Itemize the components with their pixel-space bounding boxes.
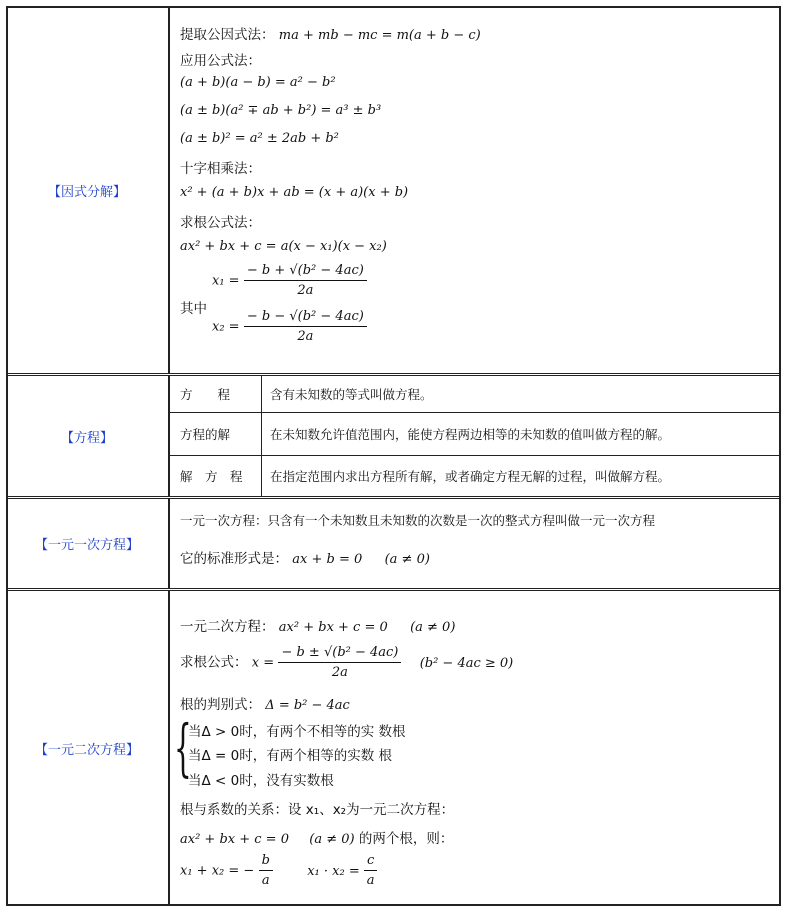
term-cell: 方程的解 — [180, 426, 231, 442]
fraction-numerator: b — [259, 853, 273, 871]
line-label: 求根公式法： — [180, 215, 261, 231]
fraction-denominator: 2a — [297, 283, 314, 298]
definition-text: 一元一次方程：只含有一个未知数且未知数的次数是一次的整式方程叫做一元一次方程 — [180, 513, 656, 528]
line-label: 一元二次方程： — [180, 619, 275, 635]
math-expression: x² + (a + b)x + ab = (x + a)(x + b) — [180, 185, 409, 200]
fraction — [364, 853, 377, 888]
fraction-denominator: 2a — [331, 665, 348, 680]
math-condition: (b² − 4ac ≥ 0) — [419, 655, 514, 671]
formula-line — [180, 547, 430, 567]
line-label: 求根公式： — [180, 654, 248, 671]
math-lhs: x = — [251, 655, 275, 671]
definition-cell: 在指定范围内求出方程所有解，或者确定方程无解的过程，叫做解方程。 — [270, 468, 671, 484]
section-equation — [6, 373, 781, 496]
fraction-numerator: − b ± √(b² − 4ac) — [278, 645, 401, 663]
fraction-denominator: a — [261, 873, 270, 888]
case-line: 当Δ = 0时，有两个相等的实数 根 — [188, 748, 393, 764]
math-expression: (a ± b)(a² ∓ ab + b²) = a³ ± b³ — [180, 103, 382, 118]
line-label: 根的判别式： — [180, 697, 261, 713]
formula-line — [180, 827, 453, 847]
section-header-quadratic: 【一元二次方程】 — [6, 591, 170, 905]
definition-cell: 含有未知数的等式叫做方程。 — [270, 387, 433, 402]
math-expression: ax² + bx + c = 0 — [180, 832, 289, 847]
math-lhs: x₁ · x₂ = — [307, 863, 360, 879]
column-divider — [261, 455, 262, 496]
formula-line — [180, 693, 350, 713]
line-label: 根与系数的关系：设 x₁、x₂为一元二次方程： — [180, 802, 455, 818]
line-label: 其中 — [180, 301, 207, 317]
math-lhs: x₁ + x₂ = − — [180, 863, 255, 879]
section-body-quadratic — [170, 591, 781, 905]
curly-brace-icon: { — [174, 711, 192, 784]
fraction-denominator: 2a — [297, 329, 314, 344]
math-expression: (a + b)(a − b) = a² − b² — [180, 75, 336, 90]
math-expression: (a ± b)² = a² ± 2ab + b² — [180, 131, 339, 146]
definition-row — [170, 376, 781, 413]
fraction — [244, 263, 367, 298]
math-condition: (a ≠ 0) — [384, 552, 430, 567]
column-divider — [261, 376, 262, 412]
section-factorization — [6, 7, 781, 373]
line-label: 提取公因式法： — [180, 27, 275, 43]
section-body-linear — [170, 499, 781, 588]
section-body-equation — [170, 376, 781, 496]
fraction-numerator: − b − √(b² − 4ac) — [244, 309, 367, 327]
line-label: 的两个根，则： — [358, 831, 454, 847]
root-formula-x2 — [212, 309, 367, 344]
section-header-linear: 【一元一次方程】 — [6, 499, 170, 588]
fraction-numerator: − b + √(b² − 4ac) — [244, 263, 367, 281]
definition-row — [170, 412, 781, 456]
math-expression: ma + mb − mc = m(a + b − c) — [278, 28, 481, 43]
math-expression: Δ = b² − 4ac — [265, 698, 350, 713]
definition-cell: 在未知数允许值范围内，能使方程两边相等的未知数的值叫做方程的解。 — [270, 426, 671, 442]
case-line: 当Δ > 0时，有两个不相等的实 数根 — [188, 724, 406, 740]
definition-row — [170, 455, 781, 496]
fraction — [278, 645, 401, 680]
line-label: 应用公式法： — [180, 53, 261, 69]
math-expression: ax + b = 0 — [292, 552, 363, 567]
math-condition: (a ≠ 0) — [309, 832, 355, 847]
math-expression: ax² + bx + c = a(x − x₁)(x − x₂) — [180, 239, 387, 254]
term-cell: 方 程 — [180, 387, 231, 402]
line-label: 它的标准形式是： — [180, 551, 288, 567]
term-cell: 解 方 程 — [180, 468, 243, 484]
fraction — [244, 309, 367, 344]
column-divider — [261, 412, 262, 455]
math-lhs: x₂ = — [212, 319, 240, 335]
fraction-denominator: a — [366, 873, 375, 888]
root-formula-x1 — [212, 263, 367, 298]
math-condition: (a ≠ 0) — [410, 620, 456, 635]
section-quadratic-equation — [6, 588, 781, 905]
vieta-formulas — [180, 853, 377, 888]
line-label: 十字相乘法： — [180, 161, 261, 177]
formula-line — [180, 645, 513, 680]
math-expression: ax² + bx + c = 0 — [278, 620, 388, 635]
section-header-factorization: 【因式分解】 — [6, 7, 170, 373]
formula-line — [180, 615, 455, 635]
fraction-numerator: c — [364, 853, 377, 871]
formula-line — [180, 23, 481, 43]
fraction — [259, 853, 273, 888]
case-line: 当Δ < 0时，没有实数根 — [188, 773, 334, 789]
section-body-factorization — [170, 7, 781, 373]
math-lhs: x₁ = — [212, 273, 240, 289]
section-linear-equation — [6, 496, 781, 588]
section-header-equation: 【方程】 — [6, 376, 170, 496]
